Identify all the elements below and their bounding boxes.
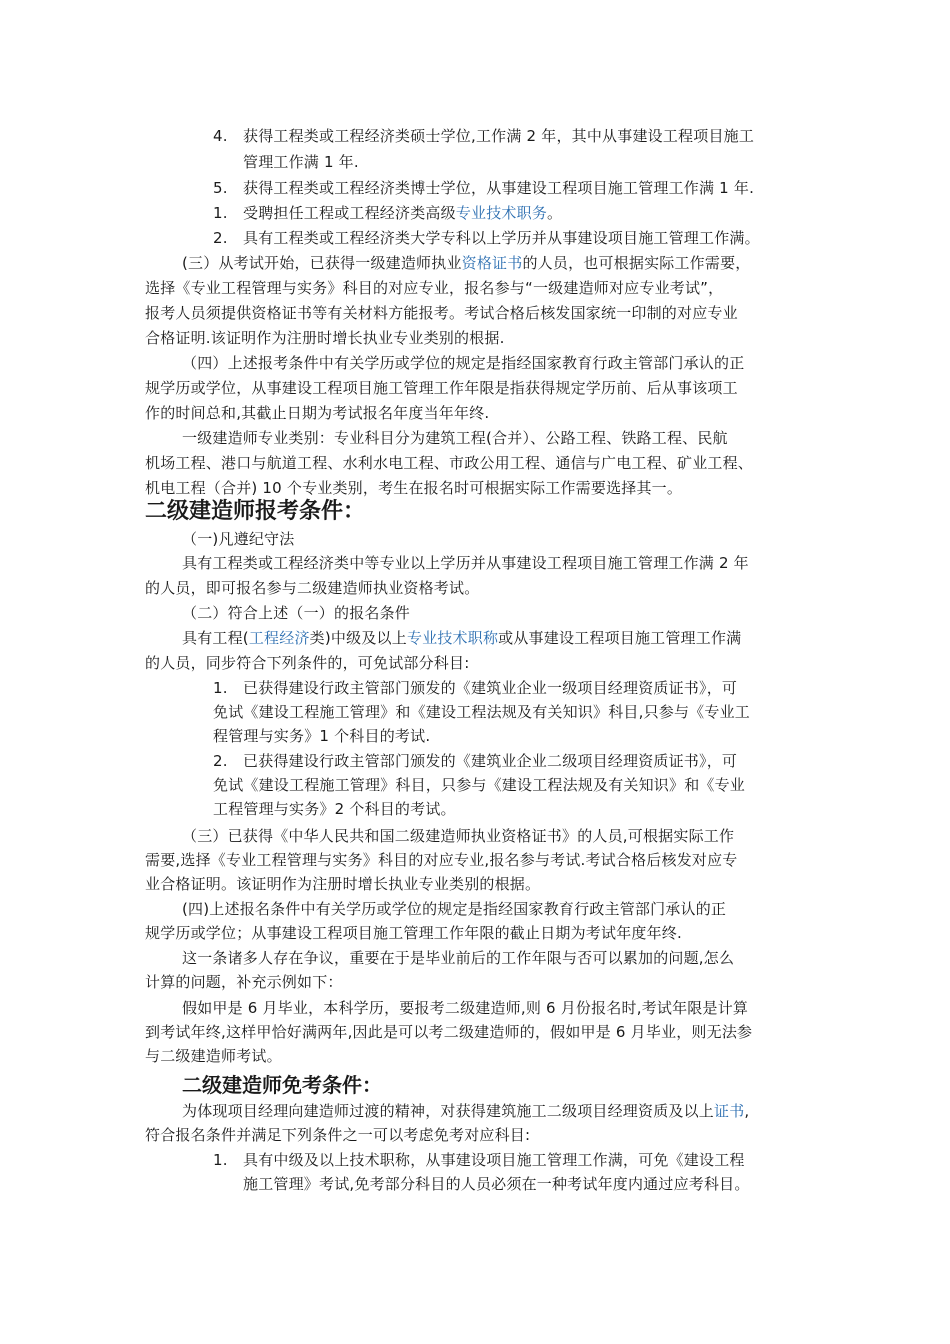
paragraph-line: （四）上述报考条件中有关学历或学位的规定是指经国家教育行政主管部门承认的正 bbox=[182, 354, 745, 372]
section-heading: 二级建造师免考条件： bbox=[182, 1073, 382, 1097]
list-item: 2. 已获得建设行政主管部门颁发的《建筑业企业二级项目经理资质证书》，可 bbox=[213, 752, 738, 770]
list-item: 4. 获得工程类或工程经济类硕士学位,工作满 2 年，其中从事建设工程项目施工 bbox=[213, 127, 755, 145]
paragraph-line: 报考人员须提供资格证书等有关材料方能报考。考试合格后核发国家统一印制的对应专业 bbox=[145, 304, 738, 322]
paragraph-line: (三）从考试开始，已获得一级建造师执业资格证书的人员，也可根据实际工作需要， bbox=[182, 254, 751, 272]
paragraph-line: （二）符合上述（一）的报名条件 bbox=[182, 604, 411, 622]
list-item-continued: 免试《建设工程施工管理》科目，只参与《建设工程法规及有关知识》和《专业 bbox=[213, 776, 746, 794]
paragraph-line: (四)上述报名条件中有关学历或学位的规定是指经国家教育行政主管部门承认的正 bbox=[182, 900, 727, 918]
paragraph-line: 的人员，同步符合下列条件的，可免试部分科目: bbox=[145, 654, 470, 672]
list-item: 1. 已获得建设行政主管部门颁发的《建筑业企业一级项目经理资质证书》，可 bbox=[213, 679, 738, 697]
paragraph-line: （一)凡遵纪守法 bbox=[182, 530, 295, 548]
paragraph-line: 与二级建造师考试。 bbox=[145, 1047, 282, 1065]
paragraph-line: （三）已获得《中华人民共和国二级建造师执业资格证书》的人员,可根据实际工作 bbox=[182, 827, 735, 845]
link-certificate[interactable]: 证书 bbox=[714, 1102, 745, 1120]
link-professional-title[interactable]: 专业技术职称 bbox=[406, 629, 499, 647]
list-item: 1. 具有中级及以上技术职称，从事建设项目施工管理工作满，可免《建设工程 bbox=[213, 1151, 745, 1169]
paragraph-line: 选择《专业工程管理与实务》科目的对应专业，报名参与“一级建造师对应专业考试”， bbox=[145, 279, 724, 297]
list-item-continued: 工程管理与实务》2 个科目的考试。 bbox=[213, 800, 456, 818]
list-item-continued: 程管理与实务》1 个科目的考试. bbox=[213, 727, 431, 745]
link-engineering-economics[interactable]: 工程经济 bbox=[248, 629, 310, 647]
paragraph-line: 机场工程、港口与航道工程、水利水电工程、市政公用工程、通信与广电工程、矿业工程、 bbox=[145, 454, 754, 472]
link-qualification-certificate[interactable]: 资格证书 bbox=[461, 254, 523, 272]
paragraph-line: 假如甲是 6 月毕业，本科学历，要报考二级建造师,则 6 月份报名时,考试年限是计算 bbox=[182, 999, 749, 1017]
paragraph-line: 具有工程类或工程经济类中等专业以上学历并从事建设工程项目施工管理工作满 2 年 bbox=[182, 554, 749, 572]
list-item-continued: 管理工作满 1 年. bbox=[243, 153, 359, 171]
paragraph-line: 需要,选择《专业工程管理与实务》科目的对应专业,报名参与考试.考试合格后核发对应专 bbox=[145, 851, 738, 869]
paragraph-line: 作的时间总和,其截止日期为考试报名年度当年年终. bbox=[145, 404, 490, 422]
paragraph-line: 规学历或学位；从事建设工程项目施工管理工作年限的截止日期为考试年度年终. bbox=[145, 924, 682, 942]
paragraph-line: 规学历或学位，从事建设工程项目施工管理工作年限是指获得规定学历前、后从事该项工 bbox=[145, 379, 738, 397]
link-professional-post[interactable]: 专业技术职务 bbox=[455, 204, 548, 222]
paragraph-line: 符合报名条件并满足下列条件之一可以考虑免考对应科目: bbox=[145, 1126, 531, 1144]
paragraph-line: 具有工程(工程经济类)中级及以上专业技术职称或从事建设工程项目施工管理工作满 bbox=[182, 629, 742, 647]
paragraph-line: 到考试年终,这样甲恰好满两年,因此是可以考二级建造师的，假如甲是 6 月毕业，则无法参 bbox=[145, 1023, 753, 1041]
paragraph-line: 的人员，即可报名参与二级建造师执业资格考试。 bbox=[145, 579, 480, 597]
paragraph-line: 一级建造师专业类别：专业科目分为建筑工程(合并）、公路工程、铁路工程、民航 bbox=[182, 429, 728, 447]
paragraph-line: 合格证明.该证明作为注册时增长执业专业类别的根据. bbox=[145, 329, 505, 347]
paragraph-line: 业合格证明。该证明作为注册时增长执业专业类别的根据。 bbox=[145, 875, 541, 893]
list-item: 2. 具有工程类或工程经济类大学专科以上学历并从事建设项目施工管理工作满。 bbox=[213, 229, 760, 247]
paragraph-line: 这一条诸多人存在争议，重要在于是毕业前后的工作年限与否可以累加的问题,怎么 bbox=[182, 949, 735, 967]
list-item-continued: 施工管理》考试,免考部分科目的人员必须在一种考试年度内通过应考科目。 bbox=[243, 1175, 750, 1193]
section-heading: 二级建造师报考条件： bbox=[145, 499, 366, 524]
paragraph-line: 计算的问题，补充示例如下： bbox=[145, 973, 343, 991]
list-item: 1. 受聘担任工程或工程经济类高级专业技术职务。 bbox=[213, 204, 563, 222]
paragraph-line: 机电工程（合并) 10 个专业类别，考生在报名时可根据实际工作需要选择其一。 bbox=[145, 479, 683, 497]
paragraph-line: 为体现项目经理向建造师过渡的精神，对获得建筑施工二级项目经理资质及以上证书, bbox=[182, 1102, 750, 1120]
list-item-continued: 免试《建设工程施工管理》和《建设工程法规及有关知识》科目,只参与《专业工 bbox=[213, 703, 750, 721]
list-item: 5. 获得工程类或工程经济类博士学位，从事建设工程项目施工管理工作满 1 年. bbox=[213, 179, 755, 197]
